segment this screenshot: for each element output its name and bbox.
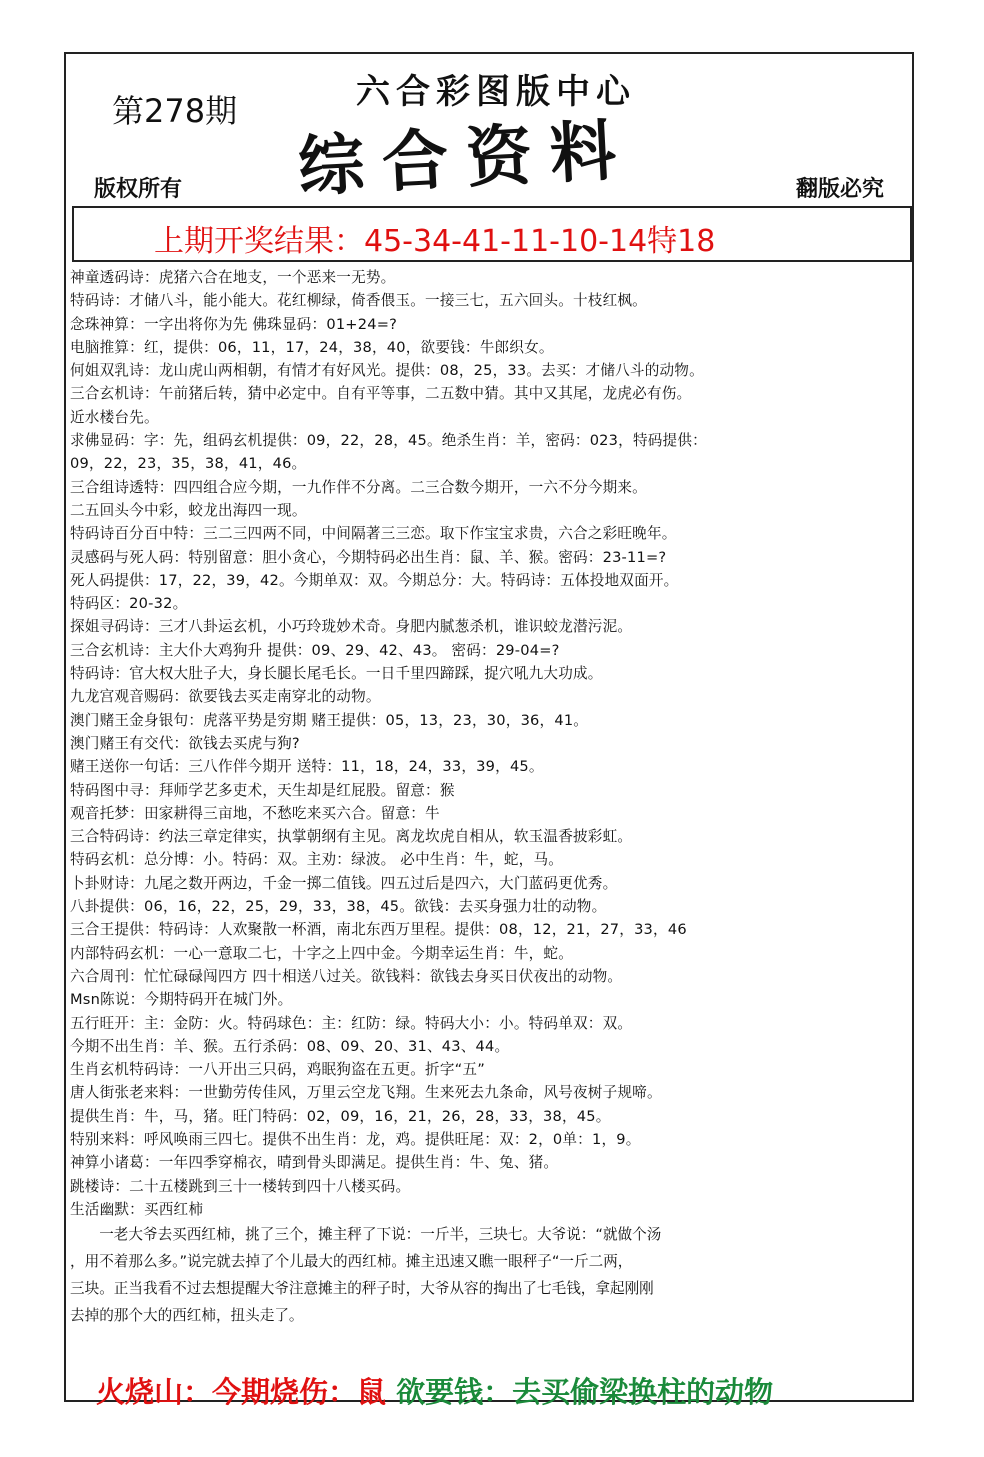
bottom-banner-green: 欲要钱：去买偷梁换柱的动物 [386, 1375, 774, 1409]
org-title: 六合彩图版中心 [356, 72, 636, 112]
text-line: 唐人街张老来料：一世勤劳传佳风，万里云空龙飞翔。生来死去九条命，风号夜树子规啼。 [70, 1084, 662, 1102]
text-line: 灵感码与死人码：特别留意：胆小贪心，今期特码必出生肖：鼠、羊、猴。密码：23-11=? [70, 548, 667, 566]
text-line: 九龙宫观音赐码：欲要钱去买走南穿北的动物。 [70, 688, 381, 706]
text-line: 特别来料：呼风唤雨三四七。提供不出生肖：龙，鸡。提供旺尾：双：2，0单：1，9。 [70, 1130, 641, 1148]
text-line: 提供生肖：牛，马，猪。旺门特码：02，09，16，21，26，28，33，38，45。 [70, 1107, 611, 1125]
text-line: 死人码提供：17，22，39，42。今期单双：双。今期总分：大。特码诗：五体投地双面开。 [70, 571, 679, 589]
copyright-left: 版权所有 [94, 176, 183, 202]
bottom-banner-red: 火烧山：今期烧伤：鼠 [96, 1375, 387, 1409]
text-line: 特码诗百分百中特：三二三四两不同，中间隔著三三恋。取下作宝宝求贵，六合之彩旺晚年。 [70, 525, 677, 543]
text-line: 澳门赌王金身银句：虎落平势是穷期 赌王提供：05，13，23，30，36，41。 [70, 711, 589, 729]
copyright-right: 翻版必究 [795, 176, 884, 202]
text-line: 跳楼诗：二十五楼跳到三十一楼转到四十八楼买码。 [70, 1177, 411, 1195]
text-line: 生肖玄机特码诗：一八开出三只码，鸡眠狗盗在五更。折字“五” [70, 1061, 485, 1079]
text-line: 09，22，23，35，38，41，46。 [70, 455, 307, 473]
text-line: 二五回头今中彩，蛟龙出海四一现。 [70, 501, 307, 519]
text-line: 近水楼台先。 [70, 408, 159, 426]
text-line: 观音托梦：田家耕得三亩地，不愁吃来买六合。留意：牛 [70, 804, 440, 822]
story-line: 一老大爷去买西红柿，挑了三个，摊主秤了下说：一斤半，三块七。大爷说：“就做个汤 [70, 1226, 662, 1244]
document-frame [64, 52, 914, 1409]
main-title: 综合资料 [296, 110, 636, 206]
last-result-text: 上期开奖结果：45-34-41-11-10-14特18 [154, 224, 716, 259]
text-line: 特码区：20-32。 [70, 595, 188, 613]
text-line: 卜卦财诗：九尾之数开两边，千金一掷二值钱。四五过后是四六，大门蓝码更优秀。 [70, 874, 618, 892]
content-lines [70, 266, 908, 1329]
text-line: 神童透码诗：虎猪六合在地支，一个恶来一无势。 [70, 269, 396, 286]
text-line: 赌王送你一句话：三八作伴今期开 送特：11，18，24，33，39，45。 [70, 758, 544, 776]
text-line: 六合周刊：忙忙碌碌闯四方 四十相送八过关。欲钱料：欲钱去身买日伏夜出的动物。 [70, 967, 623, 985]
text-line: 生活幽默：买西红柿 [70, 1200, 204, 1218]
text-line: 三合特码诗：约法三章定律实，执掌朝纲有主见。离龙坎虎自相从，软玉温香披彩虹。 [70, 828, 633, 846]
text-line: 念珠神算：一字出将你为先 佛珠显码：01+24=? [70, 315, 398, 333]
text-line: 特码图中寻：拜师学艺多吏术，天生却是红屁股。留意：猴 [70, 781, 455, 799]
text-line: 五行旺开：主：金防：火。特码球色：主：红防：绿。特码大小：小。特码单双：双。 [70, 1014, 633, 1032]
bottom-banner [96, 1370, 773, 1411]
text-line: 特码玄机：总分博：小。特码：双。主劝：绿波。 必中生肖：牛，蛇，马。 [70, 851, 564, 869]
text-line: 三合王提供：特码诗：人欢聚散一杯酒，南北东西万里程。提供：08，12，21，27，33，46 [70, 921, 687, 939]
text-line: 特码诗：官大权大肚子大，身长腿长尾毛长。一日千里四蹄踩，捉穴吼九大功成。 [70, 665, 603, 683]
text-line: 神算小诸葛：一年四季穿棉衣，晴到骨头即满足。提供生肖：牛、兔、猪。 [70, 1154, 559, 1172]
story-line: 三块。正当我看不过去想提醒大爷注意摊主的秤子时，大爷从容的掏出了七毛钱，拿起刚刚 [70, 1280, 654, 1298]
text-line: 探姐寻码诗：三才八卦运玄机，小巧玲珑妙术奇。身肥内腻葱杀机，谁识蛟龙潜污泥。 [70, 618, 633, 636]
text-line: 澳门赌王有交代：欲钱去买虎与狗? [70, 734, 300, 752]
text-line: 电脑推算：红，提供：06，11，17，24，38，40，欲要钱：牛郎织女。 [70, 338, 554, 356]
story-line: 去掉的那个大的西红柿，扭头走了。 [70, 1307, 304, 1325]
issue-number: 第278期 [112, 92, 238, 130]
text-line: Msn陈说：今期特码开在城门外。 [70, 991, 293, 1009]
text-line: 何姐双乳诗：龙山虎山两相朝，有情才有好风光。提供：08，25，33。去买：才储八斗的动物。 [70, 362, 704, 380]
text-line: 特码诗：才储八斗，能小能大。花红柳绿，倚香偎玉。一接三七，五六回头。十枝红枫。 [70, 292, 647, 310]
text-line: 八卦提供：06，16，22，25，29，33，38，45。欲钱：去买身强力壮的动物。 [70, 898, 607, 916]
text-line: 内部特码玄机：一心一意取二七，十字之上四中金。今期幸运生肖：牛，蛇。 [70, 944, 573, 962]
last-result-box [72, 206, 912, 262]
story-line: ，用不着那么多。”说完就去掉了个儿最大的西红柿。摊主迅速又瞧一眼秤子“一斤二两， [70, 1253, 633, 1271]
text-line: 三合玄机诗：午前猪后转，猜中必定中。自有平等事，二五数中猜。其中又其尾，龙虎必有伤。 [70, 385, 692, 403]
text-line: 求佛显码：字：先，组码玄机提供：09，22，28，45。绝杀生肖：羊，密码：023，特码提供： [70, 432, 707, 450]
text-line: 三合玄机诗：主大仆大鸡狗升 提供：09、29、42、43。 密码：29-04=? [70, 641, 560, 659]
text-line: 三合组诗透特：四四组合应今期，一九作伴不分离。二三合数今期开，一六不分今期来。 [70, 478, 647, 496]
text-line: 今期不出生肖：羊、猴。五行杀码：08、09、20、31、43、44。 [70, 1037, 510, 1055]
